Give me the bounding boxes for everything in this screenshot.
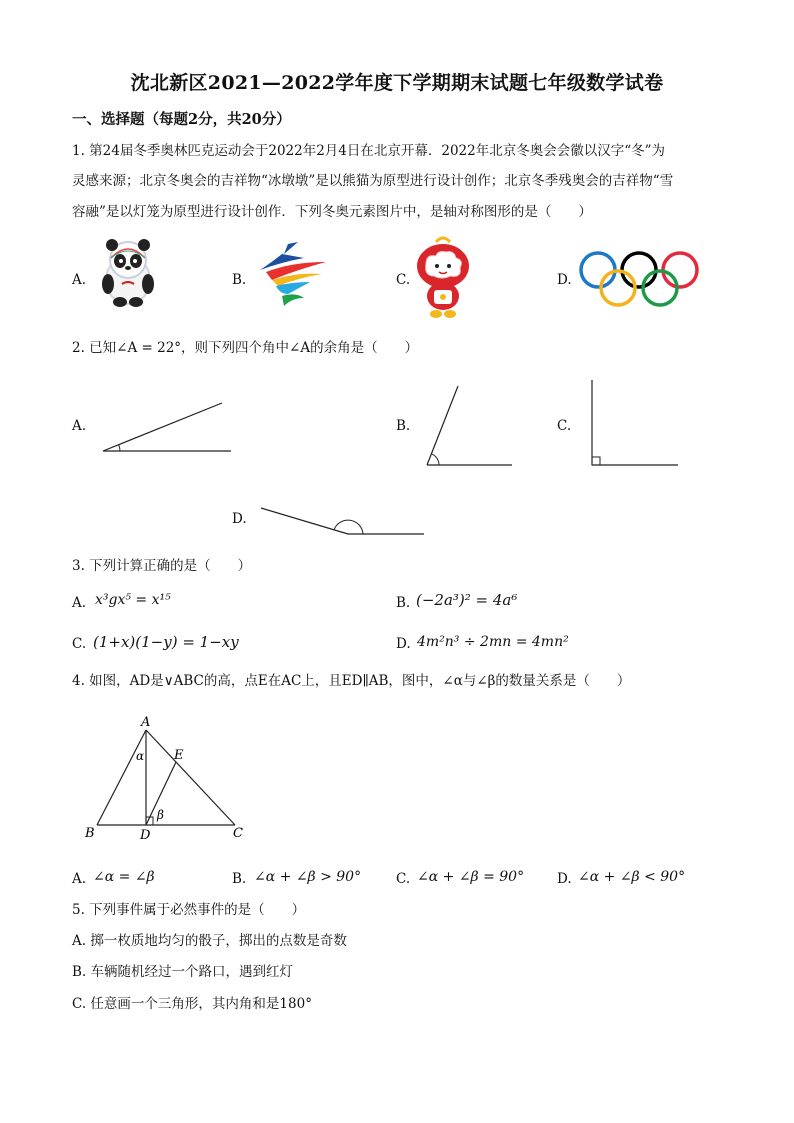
q3-option-d-expr: 4m²n³ ÷ 2mn = 4mn² xyxy=(417,634,569,650)
shuey-rhon-rhon-icon xyxy=(412,234,474,322)
q5-option-c: C. 任意画一个三角形，其内角和是180° xyxy=(72,996,312,1012)
q2-angle-a xyxy=(100,398,235,456)
q3-option-c-label: C. xyxy=(72,636,87,652)
q1-option-a-label: A. xyxy=(72,272,87,288)
beijing-2022-emblem-icon xyxy=(252,240,332,310)
q4-option-d-expr: ∠α + ∠β < 90° xyxy=(578,869,686,885)
q3-option-a-expr: x³gx⁵ = x¹⁵ xyxy=(95,592,171,608)
q1-option-c-label: C. xyxy=(396,272,411,288)
q1-option-d-label: D. xyxy=(557,272,572,288)
q2-stem: 2. 已知∠A = 22°，则下列四个角中∠A的余角是（ ） xyxy=(72,340,419,356)
q3-option-b-label: B. xyxy=(396,595,411,611)
q4-option-c-expr: ∠α + ∠β = 90° xyxy=(417,869,525,885)
q4-option-b-expr: ∠α + ∠β > 90° xyxy=(254,869,362,885)
q2-angle-d xyxy=(258,504,428,538)
q3-option-a-label: A. xyxy=(72,595,87,611)
q5-option-a: A. 掷一枚质地均匀的骰子，掷出的点数是奇数 xyxy=(72,933,347,949)
q4-triangle-figure xyxy=(82,712,252,844)
q4-option-b-label: B. xyxy=(232,871,247,887)
page-title: 沈北新区2021—2022学年度下学期期末试题七年级数学试卷 xyxy=(130,72,664,94)
q3-option-d-label: D. xyxy=(396,636,411,652)
q5-stem: 5. 下列事件属于必然事件的是（ ） xyxy=(72,902,306,918)
q1-line2: 灵感来源；北京冬奥会的吉祥物“冰墩墩”是以熊猫为原型进行设计创作；北京冬季残奥会的吉祥物“雪 xyxy=(72,173,674,189)
q2-angle-c xyxy=(588,378,682,470)
angle-beta-label: β xyxy=(157,808,164,822)
q1-line1: 1. 第24届冬季奥林匹克运动会于2022年2月4日在北京开幕．2022年北京冬奥会会徽以汉字“冬”为 xyxy=(72,143,666,159)
olympic-rings-icon xyxy=(576,250,704,310)
point-e-label: E xyxy=(174,748,184,763)
q4-option-c-label: C. xyxy=(396,871,411,887)
vertex-d-label: D xyxy=(140,828,151,843)
q4-option-a-expr: ∠α = ∠β xyxy=(93,869,155,885)
bing-dwen-dwen-icon xyxy=(92,236,164,308)
q3-stem: 3. 下列计算正确的是（ ） xyxy=(72,558,252,574)
q3-option-c-expr: (1+x)(1−y) = 1−xy xyxy=(93,633,239,651)
q1-option-b-label: B. xyxy=(232,272,247,288)
q2-angle-b xyxy=(424,383,516,469)
vertex-b-label: B xyxy=(85,826,95,841)
q2-option-a-label: A. xyxy=(72,418,87,434)
q5-option-b: B. 车辆随机经过一个路口，遇到红灯 xyxy=(72,964,294,980)
q4-option-d-label: D. xyxy=(557,871,572,887)
q4-stem: 4. 如图，AD是∨ABC的高，点E在AC上，且ED∥AB，图中，∠α与∠β的数量关系是（ ） xyxy=(72,673,631,689)
vertex-c-label: C xyxy=(233,826,243,841)
q2-option-d-label: D. xyxy=(232,511,247,527)
q3-option-b-expr: (−2a³)² = 4a⁶ xyxy=(416,591,518,609)
section-heading: 一、选择题（每题2分，共20分） xyxy=(72,111,291,128)
q4-option-a-label: A. xyxy=(72,871,87,887)
q2-option-c-label: C. xyxy=(557,418,572,434)
angle-alpha-label: α xyxy=(136,749,145,763)
q2-option-b-label: B. xyxy=(396,418,411,434)
vertex-a-label: A xyxy=(141,715,151,730)
q1-line3: 容融”是以灯笼为原型进行设计创作．下列冬奥元素图片中，是轴对称图形的是（ ） xyxy=(72,204,592,220)
